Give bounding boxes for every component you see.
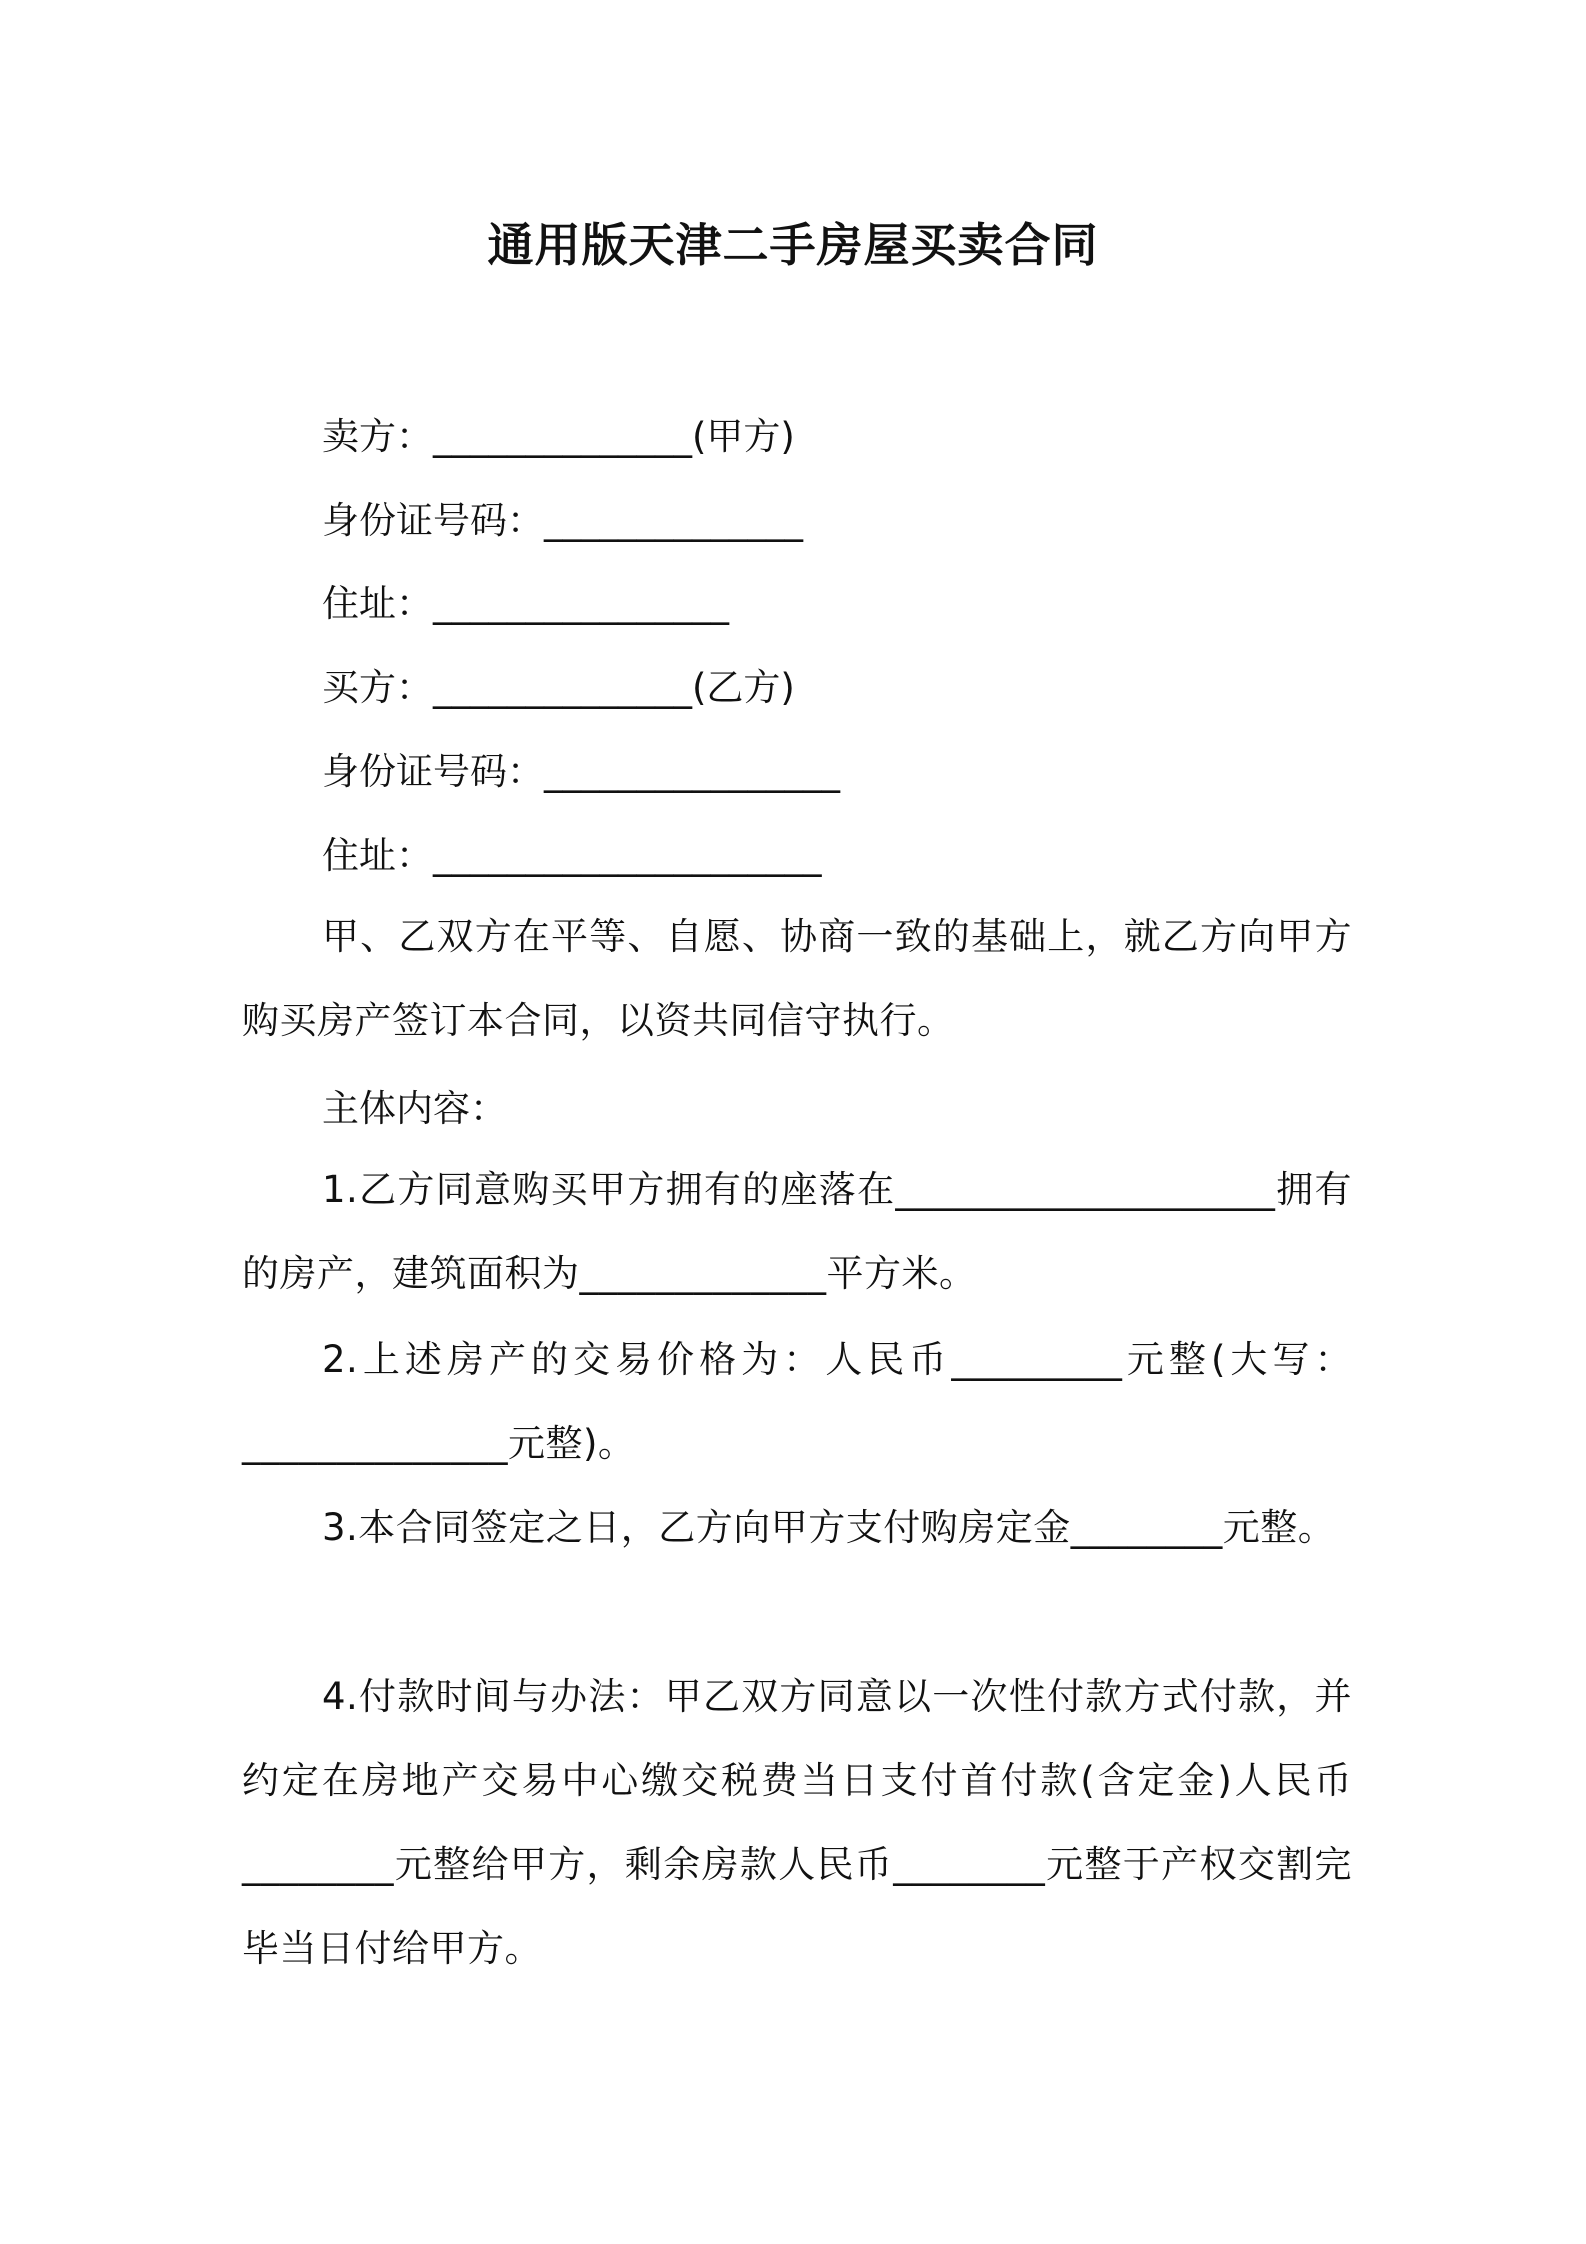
buyer-address-field: 住址：_____________________ <box>322 834 822 877</box>
buyer-name-field: 买方：______________(乙方) <box>322 666 795 709</box>
section-heading: 主体内容： <box>322 1087 507 1130</box>
clause-2: 2.上述房产的交易价格为：人民币_________元整(大写：______________元整)。 <box>242 1338 1352 1465</box>
preamble-paragraph: 甲、乙双方在平等、自愿、协商一致的基础上，就乙方向甲方购买房产签订本合同，以资共同信守执行。 <box>242 915 1352 1042</box>
seller-address-field: 住址：________________ <box>322 582 729 625</box>
clause-3: 3.本合同签定之日，乙方向甲方支付购房定金________元整。 <box>322 1506 1336 1549</box>
clause-1: 1.乙方同意购买甲方拥有的座落在____________________拥有的房产，建筑面积为_____________平方米。 <box>242 1168 1352 1295</box>
seller-id-field: 身份证号码：______________ <box>322 499 803 542</box>
document-title: 通用版天津二手房屋买卖合同 <box>487 218 1099 272</box>
clause-4: 4.付款时间与办法：甲乙双方同意以一次性付款方式付款，并约定在房地产交易中心缴交税费当日支付首付款(含定金)人民币________元整给甲方，剩余房款人民币________元整于产权交割完毕当日付给甲方。 <box>242 1675 1352 1970</box>
buyer-id-field: 身份证号码：________________ <box>322 750 840 793</box>
seller-name-field: 卖方：______________(甲方) <box>322 415 795 458</box>
